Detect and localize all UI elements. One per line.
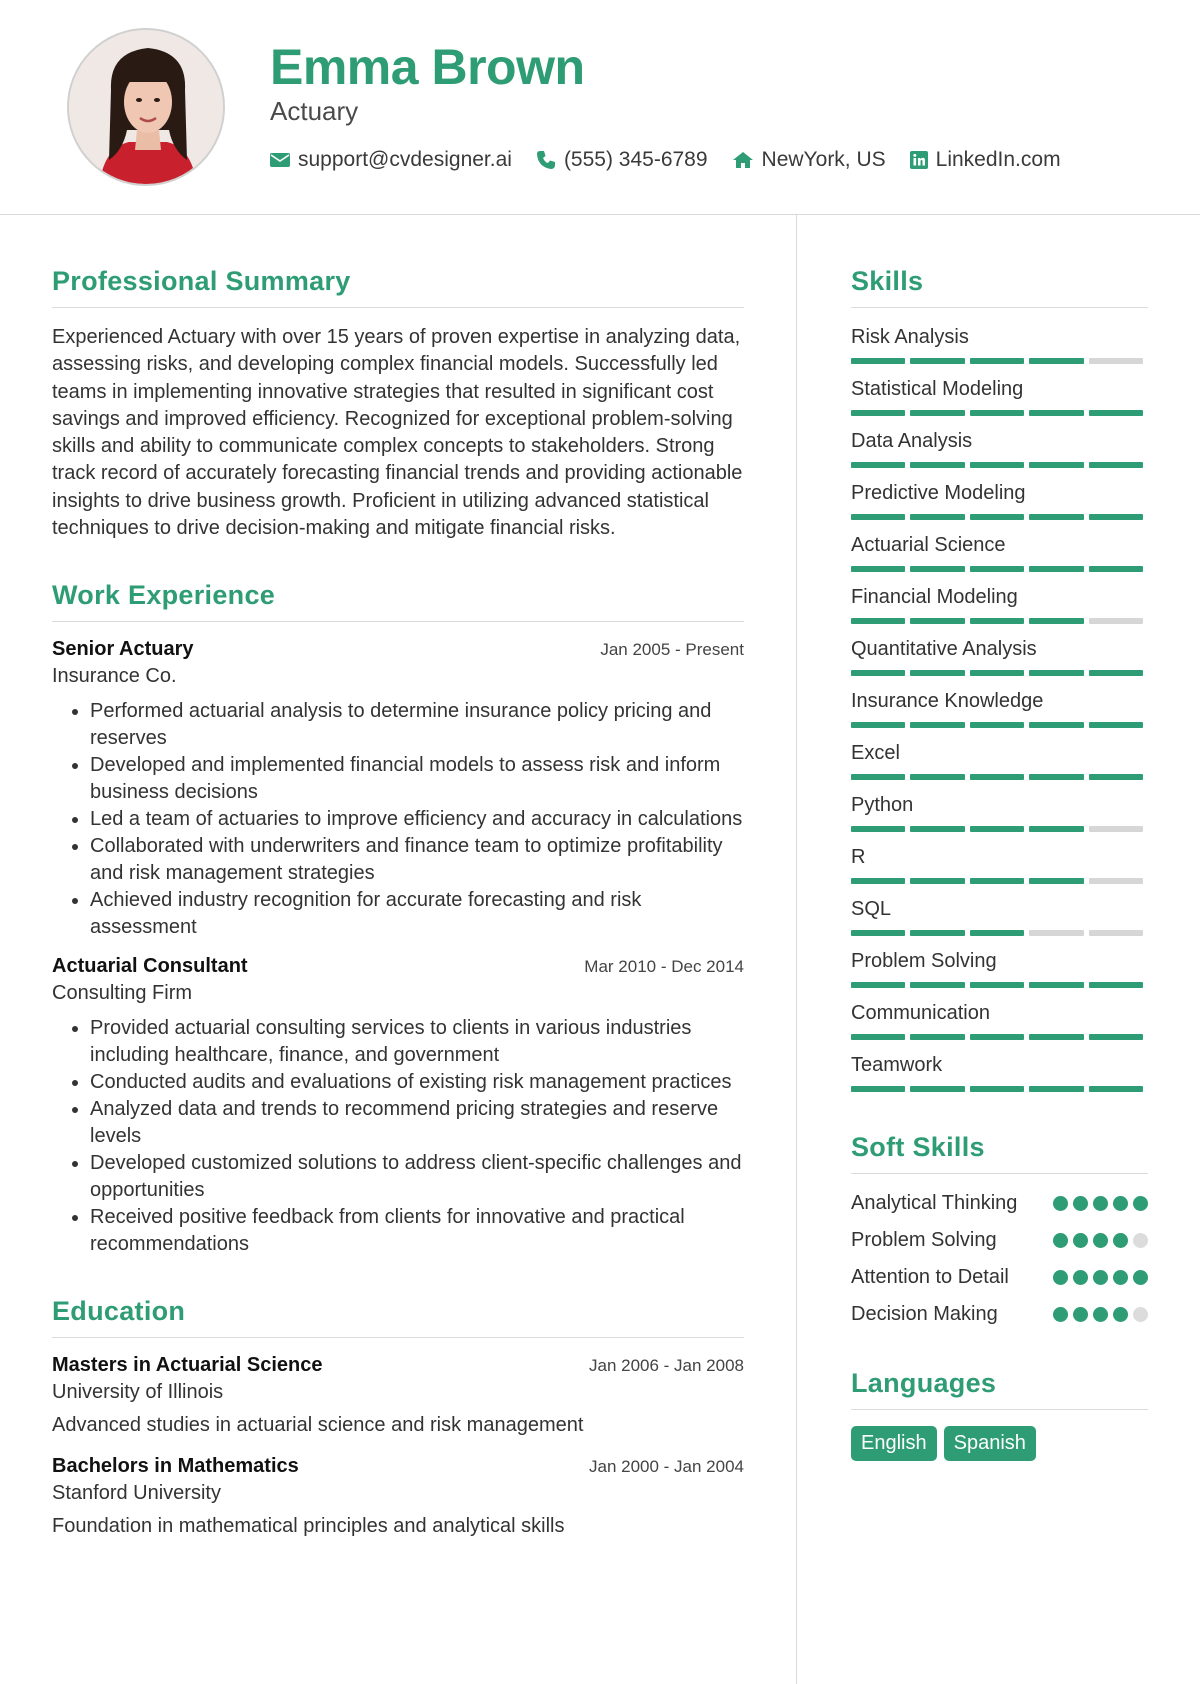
soft-skill-name: Decision Making <box>851 1303 998 1325</box>
skill-rating-bar <box>851 618 1148 624</box>
soft-skill-rating <box>1048 1270 1148 1285</box>
skill-rating-segment <box>910 462 964 468</box>
skill-rating-segment <box>851 1086 905 1092</box>
skill-rating-segment <box>1029 670 1083 676</box>
skill-rating-segment <box>1089 410 1143 416</box>
contact-linkedin[interactable] <box>910 148 1061 172</box>
rating-dot <box>1093 1196 1108 1211</box>
phone-icon <box>536 150 556 170</box>
soft-skill-name: Attention to Detail <box>851 1266 1009 1288</box>
skill-name: Financial Modeling <box>851 586 1018 608</box>
soft-skills-section <box>851 1132 1148 1328</box>
skill-item <box>851 324 1148 364</box>
linkedin-icon <box>910 151 928 169</box>
job-bullet: • Received positive feedback from clients for innovative and practical recommendations <box>90 1204 744 1258</box>
education-description: Foundation in mathematical principles and analytical skills <box>52 1515 565 1538</box>
skill-name: Predictive Modeling <box>851 482 1026 504</box>
skill-rating-segment <box>1029 462 1083 468</box>
education-description: Advanced studies in actuarial science and risk management <box>52 1414 584 1437</box>
skill-rating-segment <box>851 566 905 572</box>
soft-skills-heading: Soft Skills <box>851 1132 1148 1174</box>
home-icon <box>732 151 754 169</box>
job-date: Jan 2005 - Present <box>600 640 744 660</box>
skill-rating-segment <box>970 1086 1024 1092</box>
skill-rating-segment <box>970 878 1024 884</box>
skill-rating-bar <box>851 566 1148 572</box>
skills-heading: Skills <box>851 266 1148 308</box>
skill-item <box>851 740 1148 780</box>
skill-rating-bar <box>851 358 1148 364</box>
soft-skill-name: Analytical Thinking <box>851 1192 1018 1214</box>
skill-rating-bar <box>851 774 1148 780</box>
job-entry <box>52 955 744 1258</box>
skill-rating-segment <box>1089 670 1143 676</box>
skill-rating-segment <box>1089 462 1143 468</box>
job-bullet: • Analyzed data and trends to recommend pricing strategies and reserve levels <box>90 1096 744 1150</box>
resume-header <box>0 0 1200 215</box>
language-list <box>851 1426 1148 1461</box>
skill-rating-segment <box>970 514 1024 520</box>
job-title: Actuarial Consultant <box>52 955 248 978</box>
skill-rating-segment <box>1089 514 1143 520</box>
skill-rating-segment <box>851 514 905 520</box>
skill-rating-segment <box>1089 982 1143 988</box>
skill-rating-bar <box>851 462 1148 468</box>
skill-rating-segment <box>851 930 905 936</box>
contact-linkedin-text: LinkedIn.com <box>935 148 1061 171</box>
skill-rating-segment <box>910 410 964 416</box>
education-section <box>52 1296 744 1538</box>
rating-dot <box>1113 1307 1128 1322</box>
job-entry <box>52 638 744 941</box>
job-date: Mar 2010 - Dec 2014 <box>584 957 744 977</box>
skill-rating-segment <box>1029 982 1083 988</box>
skill-rating-bar <box>851 670 1148 676</box>
skill-name: Excel <box>851 742 900 764</box>
rating-dot <box>1113 1270 1128 1285</box>
soft-skills-list <box>851 1190 1148 1328</box>
skill-rating-segment <box>970 826 1024 832</box>
skill-item <box>851 1052 1148 1092</box>
degree-title: Masters in Actuarial Science <box>52 1354 323 1377</box>
skill-rating-bar <box>851 930 1148 936</box>
skill-name: Insurance Knowledge <box>851 690 1044 712</box>
skill-rating-segment <box>970 566 1024 572</box>
skill-rating-segment <box>851 462 905 468</box>
job-title: Senior Actuary <box>52 638 194 661</box>
education-date: Jan 2006 - Jan 2008 <box>588 1356 744 1376</box>
envelope-icon <box>270 152 290 168</box>
contact-location <box>732 148 886 172</box>
school-name: University of Illinois <box>52 1381 224 1404</box>
job-bullet: • Provided actuarial consulting services to clients in various industries including healthcare, finance, and government <box>90 1015 744 1069</box>
skills-list <box>851 324 1148 1092</box>
skill-item <box>851 792 1148 832</box>
education-heading: Education <box>52 1296 744 1338</box>
skill-rating-bar <box>851 826 1148 832</box>
contact-email-text: support@cvdesigner.ai <box>298 148 512 171</box>
rating-dot <box>1053 1233 1068 1248</box>
rating-dot <box>1133 1233 1148 1248</box>
degree-title: Bachelors in Mathematics <box>52 1455 299 1478</box>
skill-rating-bar <box>851 410 1148 416</box>
skill-item <box>851 688 1148 728</box>
language-badge: Spanish <box>944 1426 1036 1461</box>
skill-item <box>851 1000 1148 1040</box>
skill-rating-segment <box>1089 826 1143 832</box>
skill-name: Risk Analysis <box>851 326 969 348</box>
skill-rating-segment <box>1029 826 1083 832</box>
skill-rating-segment <box>851 878 905 884</box>
skill-rating-segment <box>910 1086 964 1092</box>
rating-dot <box>1073 1196 1088 1211</box>
skill-rating-segment <box>910 670 964 676</box>
soft-skill-rating <box>1048 1233 1148 1248</box>
skill-rating-segment <box>851 826 905 832</box>
job-bullet: • Led a team of actuaries to improve efficiency and accuracy in calculations <box>90 806 744 833</box>
education-entry <box>52 1354 744 1437</box>
candidate-name: Emma Brown <box>270 39 585 95</box>
skill-rating-segment <box>851 358 905 364</box>
education-date: Jan 2000 - Jan 2004 <box>588 1457 744 1477</box>
rating-dot <box>1133 1196 1148 1211</box>
rating-dot <box>1093 1270 1108 1285</box>
skill-rating-segment <box>1089 358 1143 364</box>
skill-rating-segment <box>851 1034 905 1040</box>
skill-rating-segment <box>851 722 905 728</box>
skill-rating-segment <box>910 514 964 520</box>
skill-rating-segment <box>970 1034 1024 1040</box>
skill-rating-segment <box>970 462 1024 468</box>
candidate-title: Actuary <box>270 96 359 126</box>
skill-name: Data Analysis <box>851 430 973 452</box>
soft-skill-item <box>851 1264 1148 1291</box>
skill-rating-segment <box>1089 566 1143 572</box>
skill-rating-segment <box>1029 878 1083 884</box>
skill-name: Actuarial Science <box>851 534 1006 556</box>
skills-section <box>851 266 1148 1092</box>
skill-rating-segment <box>851 618 905 624</box>
skill-rating-segment <box>910 930 964 936</box>
skill-rating-segment <box>1089 774 1143 780</box>
job-company: Insurance Co. <box>52 665 177 688</box>
job-bullet: • Developed and implemented financial models to assess risk and inform business decisions <box>90 752 744 806</box>
summary-section <box>52 266 744 542</box>
job-bullet: • Conducted audits and evaluations of existing risk management practices <box>90 1069 744 1096</box>
contact-location-text: NewYork, US <box>761 148 886 171</box>
languages-section <box>851 1368 1148 1461</box>
skill-item <box>851 636 1148 676</box>
skill-item <box>851 428 1148 468</box>
skill-rating-segment <box>851 670 905 676</box>
skill-rating-bar <box>851 722 1148 728</box>
skill-rating-segment <box>910 358 964 364</box>
job-bullet: • Performed actuarial analysis to determine insurance policy pricing and reserves <box>90 698 744 752</box>
soft-skill-rating <box>1048 1307 1148 1322</box>
job-bullets <box>52 1015 744 1258</box>
rating-dot <box>1073 1233 1088 1248</box>
skill-rating-segment <box>1029 618 1083 624</box>
soft-skill-item <box>851 1190 1148 1217</box>
skill-item <box>851 948 1148 988</box>
skill-rating-segment <box>1029 930 1083 936</box>
skill-rating-segment <box>910 982 964 988</box>
language-badge: English <box>851 1426 937 1461</box>
education-entry <box>52 1455 744 1538</box>
languages-heading: Languages <box>851 1368 1148 1410</box>
skill-rating-bar <box>851 982 1148 988</box>
soft-skill-rating <box>1048 1196 1148 1211</box>
skill-rating-segment <box>910 878 964 884</box>
skill-rating-segment <box>851 982 905 988</box>
skill-item <box>851 480 1148 520</box>
main-column <box>52 266 744 1548</box>
skill-rating-segment <box>910 826 964 832</box>
column-divider <box>796 215 797 1684</box>
rating-dot <box>1053 1270 1068 1285</box>
skill-rating-segment <box>1089 1034 1143 1040</box>
side-column <box>851 266 1148 1461</box>
rating-dot <box>1133 1307 1148 1322</box>
profile-photo <box>67 28 225 186</box>
skill-rating-segment <box>970 774 1024 780</box>
skill-rating-segment <box>970 722 1024 728</box>
skill-name: R <box>851 846 866 868</box>
skill-rating-bar <box>851 514 1148 520</box>
skill-rating-segment <box>1029 410 1083 416</box>
skill-item <box>851 844 1148 884</box>
rating-dot <box>1113 1196 1128 1211</box>
summary-heading: Professional Summary <box>52 266 744 308</box>
skill-rating-segment <box>970 410 1024 416</box>
skill-rating-segment <box>1029 774 1083 780</box>
skill-name: Communication <box>851 1002 990 1024</box>
skill-rating-segment <box>970 618 1024 624</box>
skill-rating-segment <box>970 670 1024 676</box>
contact-email[interactable] <box>270 148 512 172</box>
job-bullet: • Collaborated with underwriters and finance team to optimize profitability and risk management strategies <box>90 833 744 887</box>
rating-dot <box>1053 1196 1068 1211</box>
skill-name: Problem Solving <box>851 950 997 972</box>
job-bullets <box>52 698 744 941</box>
skill-rating-bar <box>851 1086 1148 1092</box>
skill-item <box>851 896 1148 936</box>
skill-rating-segment <box>1089 930 1143 936</box>
contact-list <box>270 148 1085 172</box>
skill-rating-segment <box>1029 1034 1083 1040</box>
soft-skill-item <box>851 1227 1148 1254</box>
skill-rating-segment <box>1089 618 1143 624</box>
rating-dot <box>1133 1270 1148 1285</box>
skill-item <box>851 532 1148 572</box>
rating-dot <box>1093 1233 1108 1248</box>
skill-rating-segment <box>1029 358 1083 364</box>
profile-photo-image <box>69 30 225 186</box>
skill-rating-segment <box>910 618 964 624</box>
skill-rating-bar <box>851 1034 1148 1040</box>
skill-rating-segment <box>1029 1086 1083 1092</box>
skill-rating-segment <box>1029 566 1083 572</box>
school-name: Stanford University <box>52 1482 221 1505</box>
skill-name: Python <box>851 794 914 816</box>
contact-phone-text: (555) 345-6789 <box>563 148 708 171</box>
soft-skill-name: Problem Solving <box>851 1229 997 1251</box>
skill-rating-segment <box>1089 722 1143 728</box>
skill-rating-segment <box>970 930 1024 936</box>
rating-dot <box>1073 1270 1088 1285</box>
contact-phone[interactable] <box>536 148 708 172</box>
skill-rating-segment <box>970 982 1024 988</box>
skill-item <box>851 584 1148 624</box>
skill-name: SQL <box>851 898 892 920</box>
soft-skill-item <box>851 1301 1148 1328</box>
skill-name: Teamwork <box>851 1054 943 1076</box>
summary-text: Experienced Actuary with over 15 years of proven expertise in analyzing data, assessing risks, and developing complex financial models. Successfully led teams in implementing innovative strategies that resulted in significant cost savings and improved efficiency. Recognized for exceptional problem-solving skills and ability to communicate complex concepts to stakeholders. Strong track record of accurately forecasting financial trends and providing actionable insights to drive business growth. Proficient in utilizing advanced statistical techniques to drive decision-making and mitigate financial risks. <box>52 326 743 540</box>
skill-rating-bar <box>851 878 1148 884</box>
skill-rating-segment <box>1089 1086 1143 1092</box>
skill-rating-segment <box>910 722 964 728</box>
skill-rating-segment <box>970 358 1024 364</box>
skill-rating-segment <box>910 774 964 780</box>
skill-rating-segment <box>1029 514 1083 520</box>
skill-rating-segment <box>1029 722 1083 728</box>
skill-rating-segment <box>910 566 964 572</box>
skill-rating-segment <box>1089 878 1143 884</box>
experience-section <box>52 580 744 1258</box>
job-company: Consulting Firm <box>52 982 193 1005</box>
rating-dot <box>1053 1307 1068 1322</box>
skill-name: Quantitative Analysis <box>851 638 1037 660</box>
skill-rating-segment <box>851 774 905 780</box>
job-bullet: • Achieved industry recognition for accurate forecasting and risk assessment <box>90 887 744 941</box>
job-bullet: • Developed customized solutions to address client-specific challenges and opportunities <box>90 1150 744 1204</box>
skill-rating-segment <box>851 410 905 416</box>
experience-heading: Work Experience <box>52 580 744 622</box>
rating-dot <box>1073 1307 1088 1322</box>
skill-item <box>851 376 1148 416</box>
rating-dot <box>1113 1233 1128 1248</box>
skill-name: Statistical Modeling <box>851 378 1024 400</box>
rating-dot <box>1093 1307 1108 1322</box>
skill-rating-segment <box>910 1034 964 1040</box>
